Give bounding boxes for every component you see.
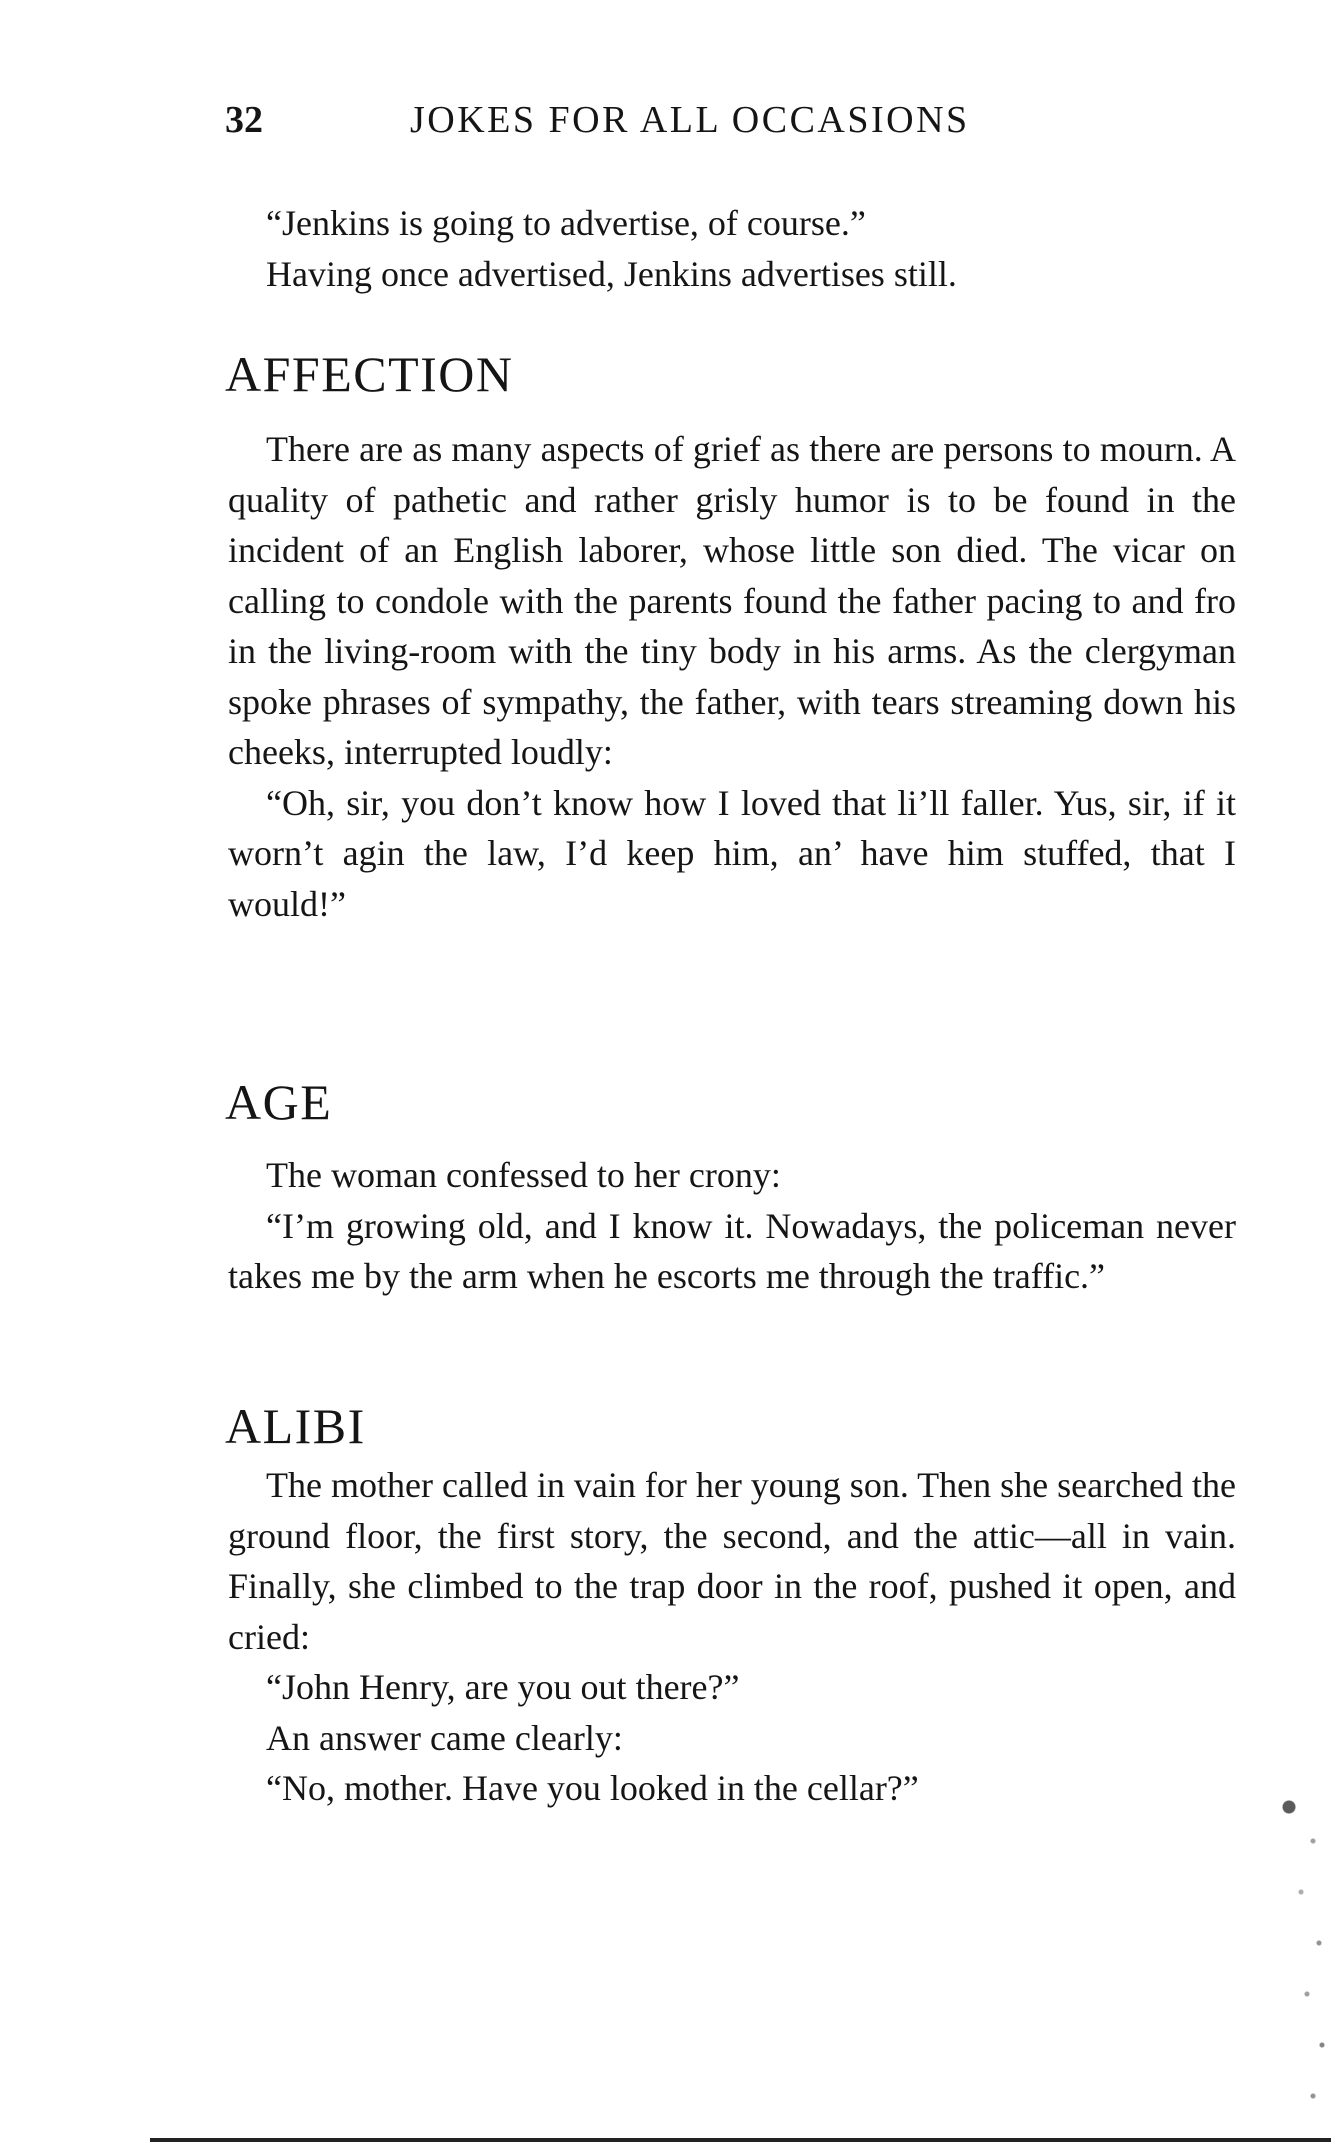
section-body-affection bbox=[228, 424, 1236, 929]
page-edge-damage bbox=[1271, 1790, 1331, 2130]
page-bottom-edge bbox=[150, 2138, 1331, 2142]
paragraph: “Jenkins is going to advertise, of course.” bbox=[266, 203, 866, 243]
section-heading-alibi: ALIBI bbox=[225, 1398, 366, 1454]
paragraph: “I’m growing old, and I know it. Nowadays, the policeman never takes me by the arm when he escorts me through the traffic.” bbox=[228, 1205, 1236, 1296]
paragraph: “John Henry, are you out there?” bbox=[266, 1667, 740, 1707]
paragraph: The mother called in vain for her young son. Then she searched the ground floor, the first story, the second, and the attic—all in vain. Finally, she climbed to the trap door in the roof, pushed it open, and cried: bbox=[228, 1465, 1237, 1657]
paragraph: “Oh, sir, you don’t know how I loved that li’ll faller. Yus, sir, if it worn’t agin the law, I’d keep him, an’ have him stuffed, that I would!” bbox=[228, 782, 1236, 924]
paragraph: Having once advertised, Jenkins advertises still. bbox=[266, 253, 957, 294]
page-number: 32 bbox=[225, 99, 263, 141]
paragraph: “No, mother. Have you looked in the cellar?” bbox=[266, 1768, 919, 1808]
page-header bbox=[225, 98, 1255, 154]
section-heading-affection: AFFECTION bbox=[225, 346, 514, 402]
paragraph: An answer came clearly: bbox=[266, 1717, 623, 1758]
intro-text bbox=[228, 198, 1236, 299]
section-body-alibi bbox=[228, 1460, 1236, 1814]
section-heading-age: AGE bbox=[225, 1074, 333, 1130]
paragraph: The woman confessed to her crony: bbox=[266, 1155, 781, 1195]
running-title: JOKES FOR ALL OCCASIONS bbox=[410, 99, 970, 141]
section-body-age bbox=[228, 1150, 1236, 1302]
paragraph: There are as many aspects of grief as there are persons to mourn. A quality of pathetic and rather grisly humor is to be found in the incident of an English laborer, whose little son died. The vicar on calling to condole with the parents found the father pacing to and fro in the living-room with the tiny body in his arms. As the clergyman spoke phrases of sympathy, the father, with tears streaming down his cheeks, interrupted loudly: bbox=[228, 429, 1236, 772]
